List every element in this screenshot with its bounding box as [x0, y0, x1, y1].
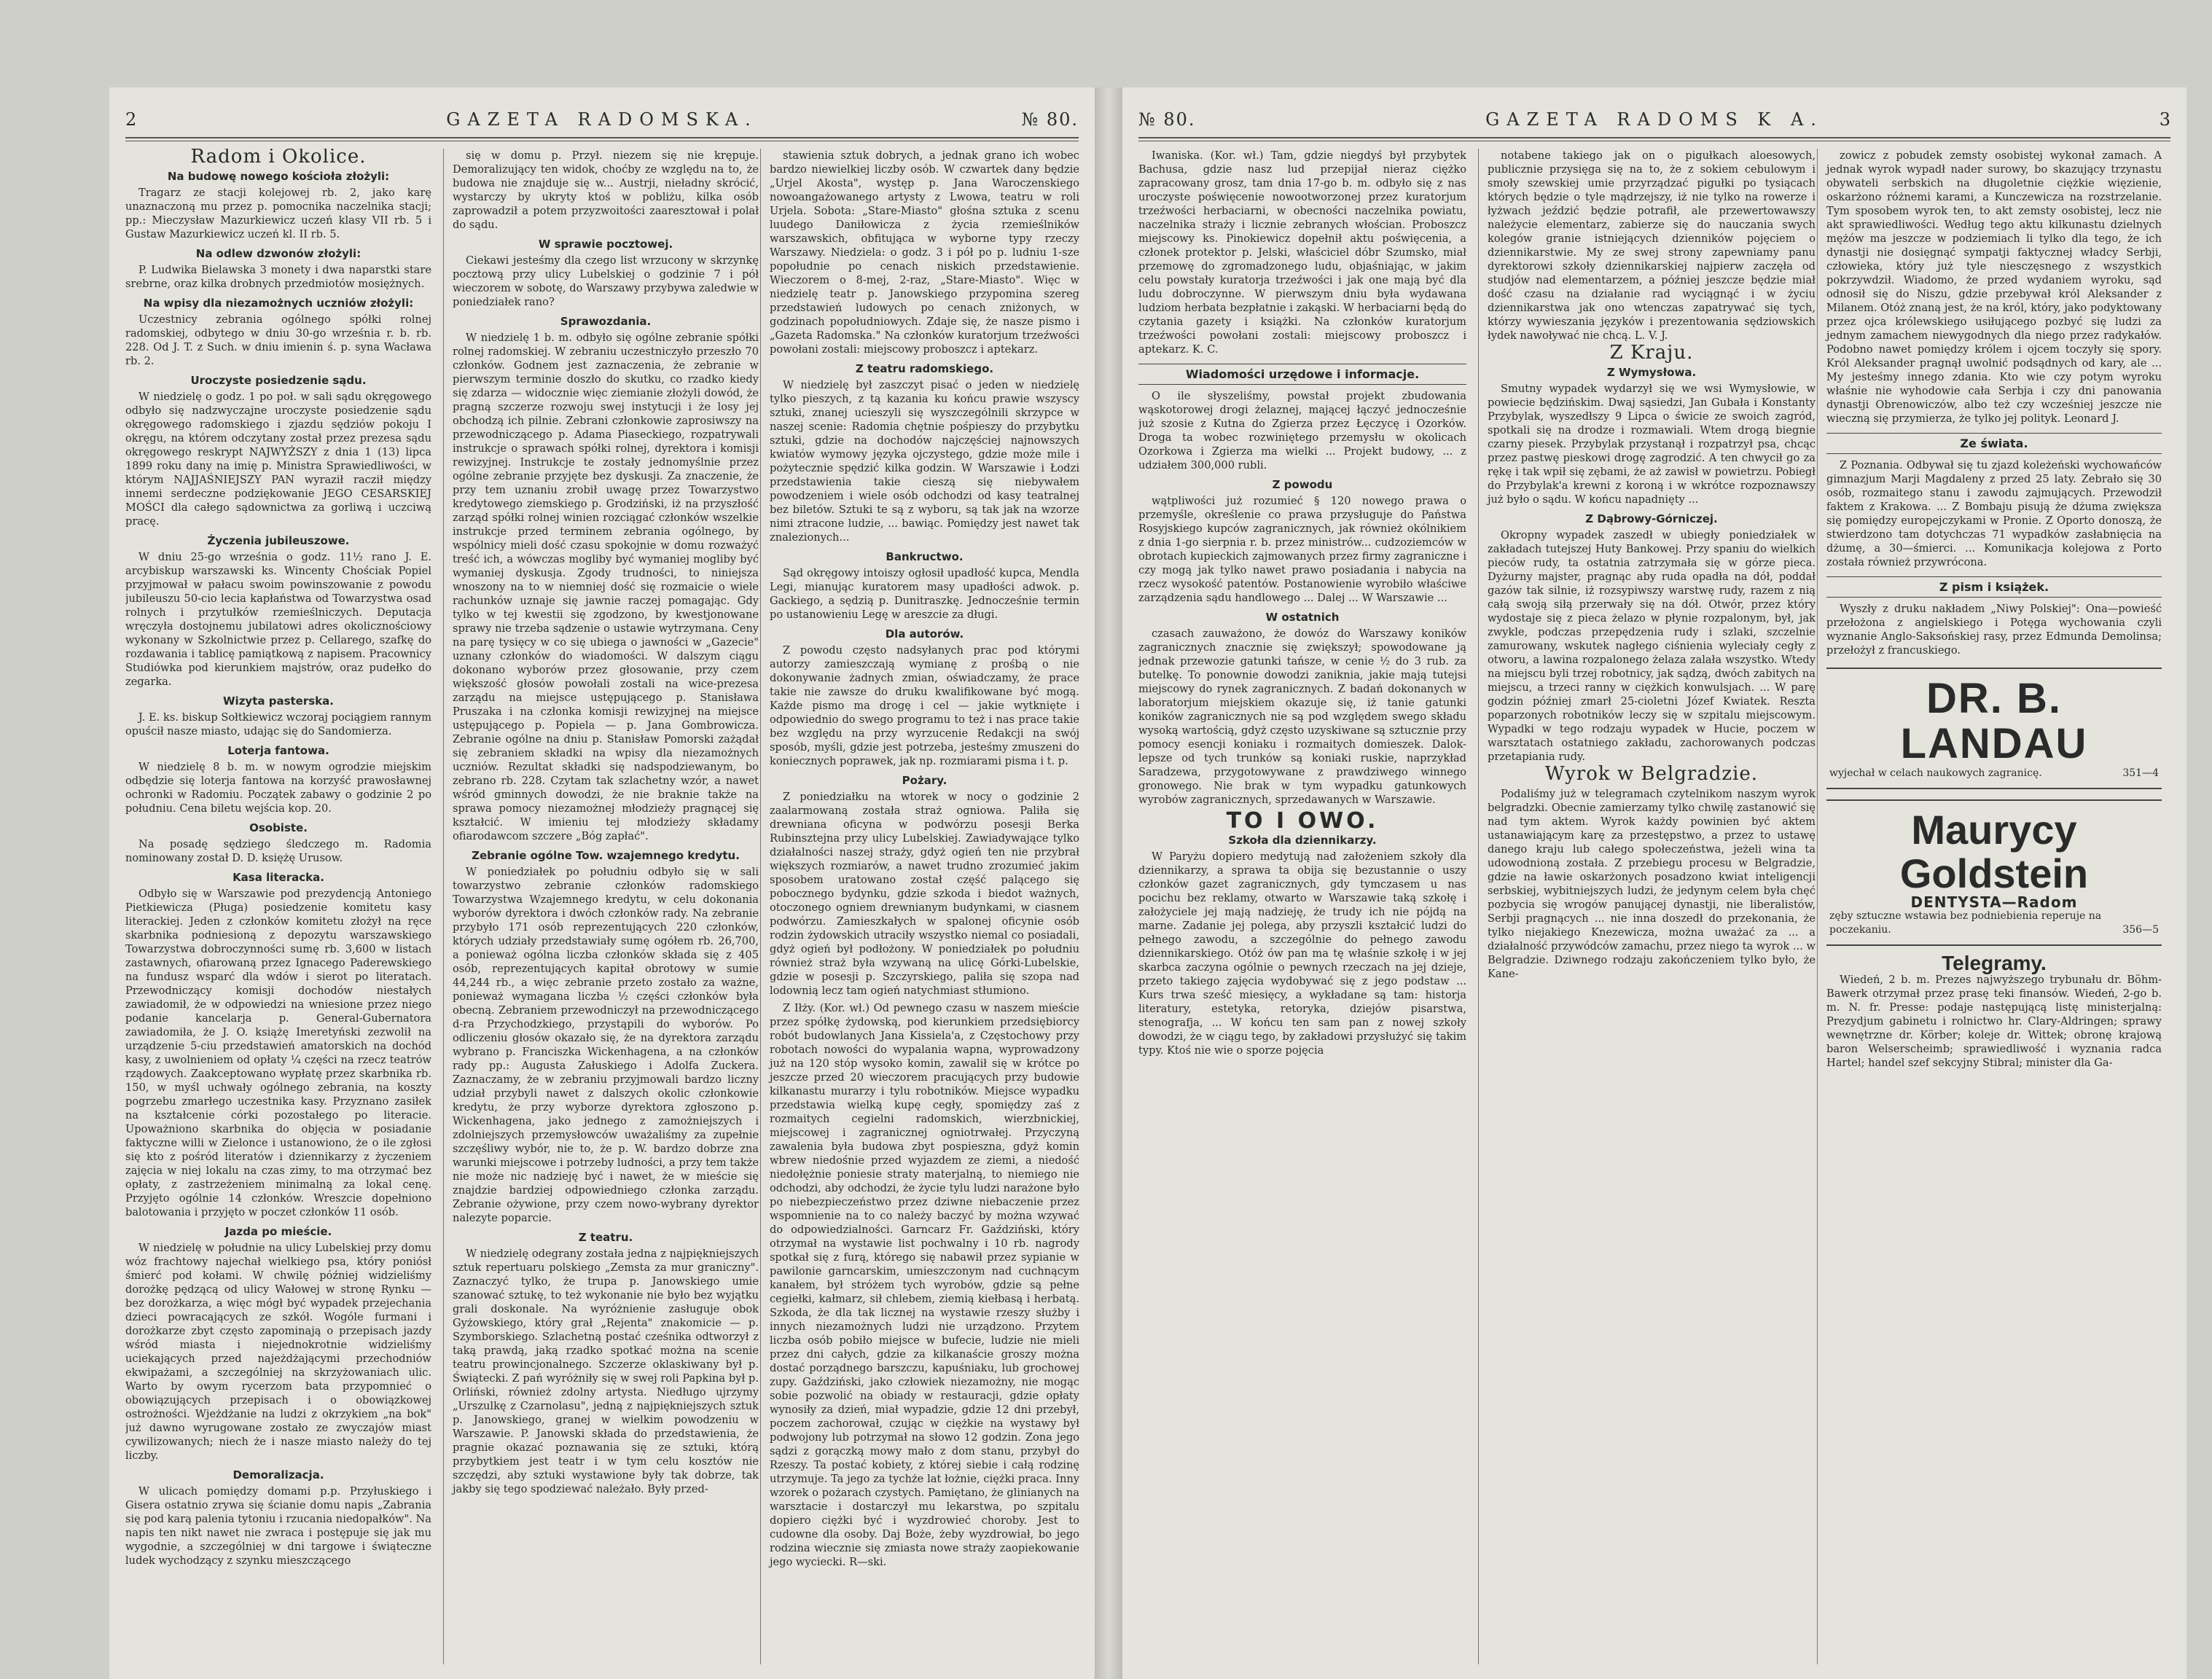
- article-paragraph: Iwaniska. (Kor. wł.) Tam, gdzie niegdyś był przybytek Bachusa, gdzie nasz lud przepijał nieraz ciężko zapracowany grosz, tam dnia 17-go b. m. odbyło się z nas uroczyste poświęcenie nowootworzonej przez kuratorjum trzeźwości herbaciarni, w obecności naczelnika powiatu, naczelnika straży i licznie zebranych włościan. Proboszcz miejscowy ks. Pinokiewicz dopełnił aktu poświęcenia, a członek protektor p. Jelski, właściciel dóbr Szumsko, miał przemowę do zgromadzonego ludu, objaśniając, w jakim celu powstały kuratorja trzeźwości i jak one mają być dla ludu dobroczynne. W pierwszym dniu była wydawana ludziom herbata bezpłatnie i zakąski. W herbaciarni będą do czytania gazety i książki. Na członków kuratorjum trzeźwości powołani zostali: miejscowy proboszcz i aptekarz. K. C.: [1138, 149, 1466, 356]
- article-paragraph: Odbyło się w Warszawie pod prezydencją Antoniego Pietkiewicza (Pługa) posiedzenie komitetu kasy literackiej. Jeden z członków komitetu złożył na ręce skarbnika podniesioną z depozytu warszawskiego Towarzystwa dobroczynności sumę rb. 3,600 w listach zastawnych, ofiarowaną przez Ignacego Paderewskiego na fundusz wsparć dla wdów i sierot po literatach. Przewodniczący komisji dochodów niestałych zawiadomił, że w odpowiedzi na wniesione przez niego podanie kancelarja p. General-Gubernatora zawiadomiła, że J. O. książę Imeretyński zezwolił na urządzenie 5-ciu przedstawień amatorskich na dochód kasy, z uwolnieniem od opłaty ¼ części na rzecz teatrów rządowych. Zaakceptowano wypłatę przez skarbnika rb. 150, w myśl uchwały ogólnego zebrania, na koszty pogrzebu zmarłego uczestnika kasy. Przyznano zasiłek na kształcenie córki pozostałego po literacie. Upoważniono skarbnika do objęcia w posiadanie faktyczne willi w Zielonce i ustanowiono, że o ile zgłosi się kto z pośród literatów i dziennikarzy z życzeniem zajęcia w niej lokalu na czas zimy, to ma otrzymać bez opłaty, z zastrzeżeniem minimalną za lokal cenę. Przyjęto ogólnie 14 członków. Wreszcie dopełniono balotowania i przyjęto w poczet członków 11 osób.: [125, 888, 431, 1218]
- article-heading: Wyrok w Belgradzie.: [1544, 763, 1759, 785]
- article-paragraph: się w domu p. Przył. niezem się nie krępuje. Demoralizujący ten widok, choćby ze względu na to, że budowa nie znajduje się w... Austrji, nieładny skrócić, wystarczy by ukryty ktoś w pobliżu, kilka osób zaprowadził a potem przyzwoitości zaaresztował i polał do sądu.: [453, 149, 759, 231]
- newspaper-title: GAZETA RADOMS K A.: [1485, 109, 1824, 130]
- article-heading: TO I OWO.: [1226, 808, 1379, 834]
- article-heading: Zebranie ogólne Tow. wzajemnego kredytu.: [472, 849, 740, 862]
- article-heading: Z teatru.: [578, 1231, 633, 1244]
- article-heading: Uroczyste posiedzenie sądu.: [190, 374, 367, 387]
- article-paragraph: W dniu 25-go września o godz. 11½ rano J. E. arcybiskup warszawski ks. Wincenty Chościak Popiel przyjmował w pałacu swoim powinszowanie z powodu jubileuszu 50-cio lecia kapłaństwa od Towarzystwa osad rolnych i przytułków rzemieślniczych. Deputacja wręczyła dostojnemu jubilatowi adres okolicznościowy wykonany w Szkolnictwie przez p. Cellarego, szafkę do rozdawania i tablicę pamiątkową z napisem. Pracownicy Studiówka pod kierunkiem majstrów, oraz pudełko do zegarka.: [125, 551, 431, 688]
- newspaper-title: GAZETA RADOMSKA.: [446, 109, 758, 130]
- issue-number: № 80.: [1138, 109, 1196, 130]
- article-heading: Na budowę nowego kościoła złożyli:: [167, 170, 390, 183]
- ad-line: zęby sztuczne wstawia bez podniebienia reperuje na poczekaniu.: [1829, 910, 2102, 936]
- article-heading: Z pism i książek.: [1826, 576, 2162, 598]
- ad-number: 351—4: [2122, 767, 2159, 779]
- article-paragraph: Sąd okręgowy intoiszy ogłosił upadłość kupca, Mendla Legi, mianując kuratorem masy upadłości adwok. p. Gackiego, a sędzią p. Dunitraszkę. Jednocześnie termin po ustanowieniu Legę w areszcie za długi.: [770, 567, 1079, 621]
- article-heading: Z teatru radomskiego.: [855, 362, 994, 375]
- telegrams-heading: Telegramy.: [1942, 952, 2047, 974]
- article-list: [1826, 149, 2162, 657]
- article-paragraph: W niedzielę o godz. 1 po poł. w sali sądu okręgowego odbyło się nadzwyczajne uroczyste posiedzenie sądu okręgowego radomskiego i zjazdu sędziów pokoju I okręgu, na którem odczytany został przez prezesa sądu okręgowego reskrypt NAJWYŻSZY z dnia 1 (13) lipca 1899 roku dany na imię p. Ministra Sprawiedliwości, w którym NAJJAŚNIEJSZY PAN wyraził racził między innemi serdeczne podziękowanie JEGO CESARSKIEJ MOŚCI dla całego sądownictwa za gorliwą i uczciwą pracę.: [125, 391, 431, 528]
- masthead-left: [125, 109, 1079, 136]
- article-paragraph: Z Iłży. (Kor. wł.) Od pewnego czasu w naszem mieście przez spółkę żydowską, pod kierunkiem przedsiębiorcy robót budowlanych Jana Kissiela'a, z Częstochowy przy robotach nowości do wypalania wapna, wyprowadzony już na 120 stóp wysoko komin, zawalił się w krótce po jeszcze przed 20 wieczorem pracujących przy budowie kilkanastu murarzy i tylu robotników. Miejsce wypadku przedstawia wielką kupę cegły, spomiędzy zaś z rozmaitych cegielni radomskich, wierzbnickiej, miejscowej i zagranicznej ogniotrwałej. Przyczyną zawalenia była budowa zbyt pospieszna, gdyż komin wbrew niedośnie przed wyjazdem ze ziemi, a niedość niedołężnie poniesie straty materjalną, to niemiego nie odchodzi, aby odchodzi, że życie tylu ludzi narażone było po niebezpieczeństwo przez dziwne niebaczenie przez wspomnienie na to co należy baczyć by można wzywać do odpowiedzialności. Garncarz Fr. Gaździński, który otrzymał na wystawie list pochwalny i 10 rb. nagrody spotkał się z furą, którego się nabawił przez sypianie w pawilonie garncarskim, umieszczonym nad cuchnącym kanałem, był stróżem tych wyrobów, gdzie są pełne cegiełki, kałmarz, sił chlebem, ziemią kiełbasą i herbatą. Szkoda, że dla tak licznej na wystawie rzeszy służby i innych niezamożnych ludzi nie urządzono. Przytem liczba osób pobiło miejsce w bufecie, ludzie nie mieli przez dni całych, gdzie za kilkanaście groszy można dostać porządnego barszczu, kapuśniaku, lub grochowej zupy. Gaździński, jako człowiek niezamożny, nie mogąc sobie pozwolić na obiady w restauracji, gdzie opłaty wynosiły za dzień, miał wypadzie, gdzie 12 dni przebył, poczem zachorował, czując w ciężkie na wystawy był podwojony lub potrzymał na słowo 12 godzin. Zona jego sądzi z gorączką mowy mało z dom stanu, przybył do Rzeszy. Ta postać kobiety, z której siebie i całą rodzinę utrzymuje. Ta jego za tychże lat łożnie, ciężki praca. Inny wzorek o pożarach czystych. Pamiętano, że glinianych na warsztacie i dostarczył mu lekarstwa, po szpitalu dopiero ciężki być i wyzdrowieć choroby. Jest to cudowne dla osoby. Daj Boże, żeby wyzdrowiał, bo jego rodzina wiecznie się zmiasta nowe straży zaopiekowanie jego wyciecki. R—ski.: [770, 1002, 1079, 1568]
- article-heading: Dla autorów.: [885, 627, 964, 641]
- article-heading: Życzenia jubileuszowe.: [207, 534, 350, 547]
- article-list: [453, 149, 759, 1496]
- article-heading: Osobiste.: [249, 821, 308, 834]
- ad-goldstein: [1826, 799, 2162, 946]
- article-paragraph: Smutny wypadek wydarzył się we wsi Wymysłowie, w powiecie będzińskim. Dwaj sąsiedzi, Jan Gubała i Konstanty Przybylak, wyszedłszy 9 Lipca o świcie ze swoich zagród, spotkali się na drodze i rozmawiali. Wtem drogą biegnie czarny piesek. Przybylak przystanął i rozpatrzył psa, chcąc przez pastwę pieskowi drogę zagrodzić. A ten chwycił go za rękę i tak wpił się zębami, że aż zawisł w powietrzu. Pobiegł do Przybylak'a krewni z koroną i w wkrótce rozpoznawszy już było o sądu. W końcu napadnięty ...: [1488, 383, 1816, 506]
- article-heading: Z Wymysłowa.: [1606, 366, 1697, 379]
- article-paragraph: zowicz z pobudek zemsty osobistej wykonał zamach. A jednak wyrok wypadł nader surowy, bo skazujący trzynastu obywateli serbskich na długoletnie ciężkie więzienie, oskarżono różnemi karami, a Kunczewicza na rozstrzelanie. Tym sposobem wyrok ten, to akt zemsty osobistej, lecz nie akt sprawiedliwości. Według tego aktu kilkunastu dzielnych mężów ma jeszcze w podziemiach li tylko dla tego, że ich dynastji nie dosięgnąć sympatji faktycznej władcy Serbji, człowieka, który już tyle niesczęsnego z wszystkich pokrzywdził. Wiadomo, że przed wydaniem wyroku, sąd odnosił się do Niszu, gdzie przebywał król Aleksander z Milanem. Otóż znaną jest, że na król, który, jako podyktowany przez ojca królewskiego usiłującego pozbyć się ludzi za jednym zamachem niewygodnych dla niego przez radykałów. Podobno nawet pomiędzy królem i ojcem toczyły się spory. Król Aleksander pragnął uwolnić podsądnych od kary, ale ... My jesteśmy innego zdania. Kto wie czy potym wyroku właśnie nie wyhodowie cała Serbja i czy dni panowania dynastji Obrenowiczów, albo też czy wcześniej jeszcze nie wieczną się przymierza, że tylko jej polityk. Leonard J.: [1826, 149, 2162, 425]
- article-list: [125, 170, 431, 1568]
- ad-landau: [1826, 668, 2162, 789]
- article-paragraph: W niedzielę odegrany została jedna z najpiękniejszych sztuk repertuaru polskiego „Zemsta za mur graniczny". Zaznaczyć tylko, że trupa p. Janowskiego umie szanować sztukę, to też wykonanie nie było bez wyjątku grali doskonale. Na wyróżnienie zasługuje obok Gyżowskiego, który grał „Rejenta" znakomicie — p. Szymborskiego. Szlachetną postać cześnika odtworzył z taką prawdą, jaką rzadko spotkać można na scenie teatru prowincjonalnego. Szczerze oklaskiwany był p. Świątecki. Z pań wyróżniły się w swej roli Papkina był p. Orliński, również zdolny artysta. Niedługo ujrzymy „Urszulkę z Czarnolasu", jedną z najpiękniejszych sztuk p. Janowskiego, granej w wielkim powodzeniu w Warszawie. P. Janowski składa do przedstawienia, że pragnie okazać poznawania się ze sztuki, którą przybytkiem jest teatr i w tym celu kosztów nie szczędzi, aby sztuki wystawione były tak dobrze, tak jakby się tego spodziewać należało. Były przed-: [453, 1248, 759, 1495]
- article-heading: Na wpisy dla niezamożnych uczniów złożyli:: [143, 297, 414, 310]
- article-list: [1488, 149, 1816, 981]
- telegrams-text: Wiedeń, 2 b. m. Prezes najwyższego trybunału dr. Böhm-Bawerk otrzymał przez prasę teki finansów. Wiedeń, 2-go b. m. N. fr. Presse: podaje następującą listę ministerjalną: Prezydjum gabinetu i rolnictwo hr. Clary-Aldringen; sprawy wewnętrzne dr. Körber; koleje dr. Wittek; obronę krajową baron Welserscheimb; sprawiedliwość i wyznania radca Hartel; handel szef sekcyjny Stibral; minister dla Ga-: [1826, 974, 2162, 1069]
- article-heading: Wiadomości urzędowe i informacje.: [1138, 364, 1466, 385]
- article-heading: Wizyta pasterska.: [223, 694, 334, 708]
- article-heading: Z powodu: [1272, 478, 1333, 491]
- column-1: [125, 149, 431, 1664]
- article-heading: Pożary.: [902, 774, 947, 787]
- article-heading: Ze świata.: [1826, 433, 2162, 454]
- article-paragraph: Wyszły z druku nakładem „Niwy Polskiej": Ona—powieść przełożona z angielskiego i Potęga wychowania czyli wyznanie Anglo-Saksońskiej rasy, przez Edmunda Demolinsa; przełożył z francuskiego.: [1826, 603, 2162, 657]
- article-paragraph: J. E. ks. biskup Sołtkiewicz wczoraj pociągiem rannym opuścił nasze miasto, udając się do Sandomierza.: [125, 711, 431, 737]
- article-paragraph: stawienia sztuk dobrych, a jednak grano ich wobec bardzo niewielkiej liczby osób. W czwartek dany będzie „Urjel Akosta", występ p. Jana Waroczenskiego nowoangażowanego artysty z Lwowa, teatru w roli Urjela. Sobota: „Stare-Miasto" głośna sztuka z scenu luudego Daniłowicza z życia rzemieślników warszawskich, obfitująca w wyborne typy rzeczy Warszawy. Niedziela: o godz. 3 i pół po p. ludniu 1-sze popołudnie po cenach niskich przedstawienie. Wieczorem o 8-mej, 2-raz, „Stare-Miasto". Więc w niedzielę teatr p. Janowskiego przypomina szereg przedstawień ludowych po cenach zniżonych, w godzinach popołudniowych. Zdaje się, że nasze pismo i „Gazeta Radomska." Na członków kuratorjum trzeźwości powołani zostali: miejscowy proboszcz i aptekarz.: [770, 149, 1079, 356]
- issue-number: № 80.: [1021, 109, 1079, 130]
- ad-name: Maurycy Goldstein: [1899, 807, 2089, 896]
- article-paragraph: czasach zauważono, że dowóz do Warszawy koników zagranicznych znacznie się zwiększył; spowodowane ją jednak przewozie gatunki tańsze, w cenie ½ do 3 rub. za butelkę. To ponownie dowodzi zaniknia, jakie mają tutejsi miejscowy do rynek zagranicznych. Z badań dokonanych w laboratorjum miejskiem okazuje się, iż tanie gatunki koników zagranicznych nie są pod względem swego składu wysoką wartością, gdyż często uzyskiwane są sztucznie przy pomocy esencji koniaku i rozmaitych domieszek. Dalok-lepsze od tych trunków są koniaki ruskie, naprzykład Saradzewa, przygotowywane z prawdziwego winnego gronowego. Nie brak w tym wypadku gatunkowych wyrobów zagranicznych, sprzedawanych w Warszawie.: [1138, 627, 1466, 806]
- column-2: [443, 149, 759, 1664]
- column-2: [1478, 149, 1816, 1664]
- column-3: [1817, 149, 2162, 1664]
- article-paragraph: Na posadę sędziego śledczego m. Radomia nominowany został D. D. księżę Urusow.: [125, 838, 431, 864]
- article-list: [1138, 149, 1466, 1057]
- page-right: [1122, 87, 2186, 1679]
- article-list: [770, 149, 1079, 1569]
- ad-name: DR. B. LANDAU: [1900, 675, 2088, 767]
- page-gutter: [1095, 87, 1122, 1679]
- article-paragraph: Okropny wypadek zaszedł w ubiegły poniedziałek w zakładach tutejszej Huty Bankowej. Przy spaniu do wielkich pieców rudy, ta ostatnia zatrzymała się w górze pieca. Dyżurny majster, pragnąc aby ruda opadła na dół, poddał gazów tak silnie, iż rozsypiwszy warstwę rudy, razem z nią całą swoją siłą przerwały się na dół. Otwór, przez który wydostaje się z pieca żelazo w płynie rozpalonym, był, jak zwykle, podczas przepędzenia rudy i szlaki, szczelnie zamurowany, wskutek nagłego ciśnienia wyleciały cegły z otworu, a lawina rozpalonego żelaza zalała wszystko. Wtedy na miejscu byli trzej robotnicy, jak sądzą, dwóch zabitych na miejscu, a trzeci ranny w ciężkich konwulsjach. ... W parę godzin później zmarł 25-cioletni Józef Kwiatek. Reszta poparzonych robotników leczy się w szpitalu miejscowym. Wypadki w tego rodzaju wypadek w Hucie, poczem w warsztatach ostatniego zakładu, zachorowanych podczas przetapiania rudy.: [1488, 529, 1816, 763]
- article-paragraph: Z poniedziałku na wtorek w nocy o godzinie 2 zaalarmowaną została straż ogniowa. Paliła się drewniana oficyna w podwórzu posesji Berka Rubinsztejna przy ulicy Lubelskiej. Zawiadywające tylko działalności naszej straży, gdyż ogień ten nie przybrał większych rozmiarów, a nawet trudno zrozumieć jakim sposobem uratowano został część palącego się pobocznego bydynku, gdzie szkoda i biedot ważnych, otoczonego ogniem drewnianym budynkami, w ciasnem podwórzu. Zamieszkałych w spalonej oficynie osób rodzin żydowskich utraciły wszystko niemal co posiadali, gdyż ogień był podłożony. W poniedziałek po południu również straż była wzywaną na ulicę Górki-Lubelskie, gdzie w posesji p. Szczyrskiego, paliła się szopa nad lodownią lecz tam ogień natychmiast stłumiono.: [770, 791, 1079, 997]
- article-paragraph: W niedzielę w południe na ulicy Lubelskiej przy domu wóz frachtowy najechał wielkiego psa, który poniósł śmierć pod kołami. W chwilę później widzieliśmy dorożkę pędzącą od ulicy Wałowej w stronę Rynku — bez dorożkarza, a więc mógł być wypadek przejechania dzieci powracających ze szkół. Wogóle furmani i dorożkarze zbyt często zapominają o przepisach jazdy wśród miasta i niejednokrotnie widzieliśmy uciekających przed najeżdżającymi przechodniów ekwipażami, a szczególniej na skrzyżowaniach ulic. Warto by owym rycerzom bata przypomnieć o obowiązujących przepisach i o obowiązkowej ostrożności. Wjeżdżanie na ludzi z okrzykiem „na bok" już dawno wyrugowane zostało ze zwyczajów miast cywilizowanych; niech że i nasze miasto należy do tej liczby.: [125, 1242, 431, 1462]
- section-heading: Radom i Okolice.: [190, 149, 367, 168]
- header-rule: [125, 137, 1079, 138]
- article-paragraph: Uczestnicy zebrania ogólnego spółki rolnej radomskiej, odbytego w dniu 30-go września r. b. rb. 228. Od J. T. z Such. w dniu imienin ś. p. syna Wacława rb. 2.: [125, 313, 431, 367]
- article-paragraph: W niedzielę 8 b. m. w nowym ogrodzie miejskim odbędzie się loterja fantowa na korzyść prawosławnej ochronki w Radomiu. Początek zabawy o godzinie 2 po południu. Cena biletu wejścia kop. 20.: [125, 761, 431, 815]
- article-paragraph: W Paryżu dopiero medytują nad założeniem szkoły dla dziennikarzy, a sprawa ta obija się bezustannie o uszy członków gazet zagranicznych, gdy tymczasem u nas pocichu bez reklamy, otwarto w Warszawie taką szkołę i założyciele jej mają nadzieję, że trudy ich nie pójdą na marne. Zadanie jej polega, aby przyszli kształcić ludzi do pełnego zawodu, a szczególnie do pełnego zawodu dziennikarskiego. Otóż ów pan ma tę właśnie szkołę i w jej skarbca zaczyna ogólnie o pewnych rzeczach na jej dzieje, przeto takiego zajęcia wydobywać się z jego podstaw ... Kurs trwa sześć miesięcy, a wykładane są tam: historja literatury, estetyka, retoryka, dziejów pisarstwa, stenografja, ... W końcu ten sam pan z nowej szkoły dowodzi, że w ciągu tego, by zakładowi przysłużyć się takim typy. Ktoś nie wie o sporze pojęcia: [1138, 850, 1466, 1057]
- article-paragraph: Podaliśmy już w telegramach czytelnikom naszym wyrok belgradzki. Obecnie zamierzamy tylko chwilę zastanowić się nad tym aktem. Wyrok każdy powinien być aktem ustanawiającym karę za przestępstwo, a przez to ustawę danego kraju lub całego społeczeństwa, jeżeli wina ta udowodnioną została. Z przebiegu procesu w Belgradzie, gdzie na ławie oskarżonych posadzono kwiat inteligencji serbskiej, wybitniejszych ludzi, że jedynym celem była chęć pozbycia się wrogów panującej dynastji, nie liberalistów, Serbji pragnących ... nie inna doszedł do przekonania, że tylko niejakiego Knezewicza, można uważać za ... a działalność przywódców zamachu, przez niego ta wyrok ... w Belgradzie. Dziwnego rodzaju zakończeniem tylko było, że Kane-: [1488, 788, 1816, 980]
- article-paragraph: Z Poznania. Odbywał się tu zjazd koleżeński wychowańców gimnazjum Marji Magdaleny z przed 25 laty. Zebrało się 30 osób, rozmaitego stanu i zawodu zajmujących. Przewodził faktem z Krakowa. ... Z Bombaju pisują że dżuma zwiększa się pomiędzy europejczykami w Pronie. Z Oporto donoszą, że stwierdzono tam dotychczas 71 wypadków zasłabnięcia na dżumę, a 30—śmierci. ... Komunikacja kolejowa z Porto została również przywrócona.: [1826, 459, 2162, 568]
- masthead-right: [1138, 109, 2170, 136]
- article-heading: Jazda po mieście.: [224, 1225, 332, 1238]
- article-paragraph: W niedzielę 1 b. m. odbyło się ogólne zebranie spółki rolnej radomskiej. W zebraniu uczestniczyło przeszło 70 członków. Godnem jest zaznaczenia, że zebranie w pierwszym terminie doszło do skutku, co rzadko kiedy się zdarza — widocznie więc ziemianie złożyli dowód, że pragną szczerze rozwoju swej instytucji i że losy jej obchodzą ich pilnie. Zebrani członkowie zaprosiwszy na przewodniczącego p. Adama Piaseckiego, rozpatrywali instrukcje o sprawach spółki rolnej, dyrektora i komisji rewizyjnej. Instrukcje te zostały jednomyślnie przez ogólne zebranie przyjęte bez dyskusji. Za znaczenie, że przy tem uznaniu zrobił uwagę przez Towarzystwo kredytowego ziemskiego p. Grodziński, iż na przyszłość zarząd spółki rolnej winien rozciągać członków wszelkie instrukcje przed terminem zebrania ogólnego, by wspólnicy mieli dość czasu spokojnie w domu rozważyć treść ich, a wówczas mogliby być wymaniej mogliby być wymaniej dyskusja. Zgody trudności, to niniejsza wnoszony na to w niemniej dość się rozmaicie o wiele rachunków uznaje się jawnie raczej pomagając. Gdy tylko w tej kwestii się zgodzono, by kwestjonowane sprawy nie trzeba sądzenie o ustawie wytrzymana. Ceny na parę tysięcy w co się ubiega o jawności w „Gazecie" uznany członków do wiadomości. W dalszym ciągu dokonano wyborów przez głosowanie, przy czem większość głosów powołali zostali na wice-prezesa zarządu na miejsce ustępującego p. Stanisława Pruszaka i na członka komisji rewizyjnej na miejsce ustępującego p. Popiela — p. Jana Gombrowicza. Zebranie ogólne na dniu p. Stanisław Pomorski zażądał się zebraniem składki na wpisy dla niezamożnych uczniów. Rezultat składki się nadspodziewanym, bo zebrano rb. 228. Czytam tak szlachetny wzór, a nawet wśród gminnych dowodzi, że nie braknie także na sprawa pomocy niezamożnej młodzieży pragnącej się kształcić. W imieniu tej młodzieży składamy ofiarodawcom szczere „Bóg zapłać".: [453, 332, 759, 842]
- page-number: 3: [2159, 109, 2170, 130]
- article-paragraph: W poniedziałek po południu odbyło się w sali towarzystwo zebranie członków radomskiego Towarzystwa Wzajemnego kredytu, w celu dokonania wyborów dyrektora i dwóch członków rady. Na zebranie przybyło 171 osób reprezentujących 220 członków, których udziały przedstawiały sumę ogółem rb. 26,700, a ponieważ ogólna liczba członków składa się z 405 osób, reprezentujących kapitał obrotowy w sumie 44,244 rb., a więc zebranie przeto zostało za ważne, ponieważ wymagana liczba ½ części członków była obecną. Zebraniem przewodniczył na przewodniczącego d-ra Przychodzkiego, przystąpili do wyborów. Po odliczeniu głosów okazało się, że na dyrektora zarządu wybrano p. Franciszka Wickenhagena, a na członków rady pp.: Augusta Załuskiego i Adolfa Zuckera. Zaznaczamy, że w zebraniu przyjmowali bardzo liczny udział przybyli nawet z dalszych okolic członkowie kredytu, że przy wyborze dyrektora zgłoszono p. Wickenhagena, jako jednego z zamożniejszych i zdolniejszych przemysłowców uważaliśmy za zupełnie szczęśliwy wybór, nie to, że p. W. bardzo dobrze zna warunki miejscowe i potrzeby ludności, a przy tem także nie może nic nadzieję być i nawet, że w mieście się znajdzie bardziej odpowiedniego członka zarządu. Zebranie ożywione, przy czem nowo-wybrany dyrektor nalezyte poparcie.: [453, 866, 759, 1224]
- page-number: 2: [125, 109, 137, 130]
- article-heading: Bankructwo.: [886, 550, 964, 563]
- ad-number: 356—5: [2122, 924, 2159, 936]
- ad-text: [1829, 909, 2159, 937]
- ad-text: [1829, 767, 2159, 780]
- article-paragraph: wątpliwości już rozumieć § 120 nowego prawa o przemyśle, określenie co prawa przysługuje do Państwa Rosyjskiego kupców zagranicznych, jak również okólnikiem z dnia 1-go sierpnia r. b. przez ministrów... cudzoziemców w obrotach kupieckich zajmowanych przez firmy zagraniczne i czy mogą jak tylko nawet prawo posiadania i nabycia na rzecz wysokość patentów. Postanowienie wyrobiło właściwe zarządzenia sądu handlowego ... Dalej ... W Warszawie ...: [1138, 495, 1466, 604]
- article-heading: Na odlew dzwonów złożyli:: [195, 247, 361, 260]
- article-paragraph: Ciekawi jesteśmy dla czego list wrzucony w skrzynkę pocztową przy ulicy Lubelskiej o godzinie 7 i pół wieczorem w sobotę, do Warszawy przybywa zaledwie w poniedziałek rano?: [453, 254, 759, 308]
- article-paragraph: P. Ludwika Bielawska 3 monety i dwa naparstki stare srebrne, oraz kilka drobnych przedmiotów mosiężnych.: [125, 264, 431, 290]
- page-left: [109, 87, 1095, 1679]
- article-heading: Demoralizacja.: [232, 1468, 324, 1482]
- article-paragraph: Z powodu często nadsyłanych prac pod którymi autorzy zamieszczają wymianę z prośbą o nie dokonywanie żadnych zmian, oświadczamy, że prace takie nie zawsze do druku kwalifikowane być mogą. Każde pismo ma drogę i cel — jakie wytknięte i odpowiednio do swego programu to też i nas prace takie bez względu na przy wyrzucenie Redakcji na swój sposób, myśli, gdzie jest potrzeba, jesteśmy zmuszeni do koniecznych poprawek, jak np. rozmiarami pisma i t. p.: [770, 644, 1079, 767]
- column-3: [760, 149, 1079, 1664]
- article-heading: Szkoła dla dziennikarzy.: [1228, 834, 1377, 847]
- article-paragraph: notabene takiego jak on o pigułkach aloesowych, publicznie przysięga się na to, że z sokiem cebulowym i smoły szewskiej umie przyrządzać pigułki po tysiącach których będzie o tyle mądrzejszy, iż nie tylko na rowerze i łyżwach jeździć będzie potrafił, ale przewertowawszy należycie elementarz, zabierze się do nauczania swych kolegów granie istniejących dzienników pojęciem o dziennikarstwie. My ze swej strony zapewniamy panu dyrektorowi szkoły dziennikarskiej najpierw zaczęła od studjów nad elementarzem, a później jeszcze będzie miał dość czasu na działanie rad wyciągnąć i w życiu dziennikarstwa jak ono wtenczas zapatrywać się tych, którzy wywieszania języków i prezentowania sędziowskich łydek nawoływać nie chcą. L. V. J.: [1488, 149, 1816, 342]
- article-heading: Z Dąbrowy-Górniczej.: [1585, 512, 1718, 525]
- article-heading: Loterja fantowa.: [227, 744, 329, 757]
- header-rule: [1138, 137, 2170, 138]
- article-heading: Sprawozdania.: [560, 315, 652, 328]
- article-heading: Z Kraju.: [1609, 342, 1694, 364]
- column-1: [1138, 149, 1466, 1664]
- ad-subtitle: DENTYSTA—Radom: [1910, 893, 2078, 911]
- article-paragraph: O ile słyszeliśmy, powstał projekt zbudowania wąskotorowej drogi żelaznej, mającej łączyć jednocześnie już szosie z Kutna do Zgierza przez Łęczycę i Ozorków. Droga ta wobec rozwiniętego przemysłu w okolicach Ozorkowa i Zgierza ma wielki ... Projekt budowy, ... z udziałem 300,000 rubli.: [1138, 390, 1466, 471]
- article-heading: W ostatnich: [1265, 611, 1340, 624]
- ad-line: wyjechał w celach naukowych zagranicę.: [1829, 767, 2042, 779]
- article-heading: W sprawie pocztowej.: [538, 238, 673, 251]
- article-paragraph: Tragarz ze stacji kolejowej rb. 2, jako karę unaznaczoną mu przez p. pomocnika naczelnika stacji; pp.: Mieczysław Mazurkiewicz uczeń klasy VII rb. 5 i Gustaw Mazurkiewicz uczeń kl. II rb. 5.: [125, 187, 431, 240]
- article-paragraph: W ulicach pomiędzy domami p.p. Przyłuskiego i Gisera ostatnio zrywa się ścianie domu napis „Zabrania się pod karą palenia tytoniu i rzucania niedopałków". Na napis ten nikt nawet nie zwraca i postępuje się jak mu wygodnie, a szczególniej w dni targowe i świąteczne ludek wychodzący z szynku mieszczącego: [125, 1485, 431, 1567]
- article-paragraph: W niedzielę był zaszczyt pisać o jeden w niedzielę tylko pieszych, z tą kazania ku końcu prawie wszyscy sztuki, znanej ucieszyli się wyszczególnili skrzypce w naszej scenie: Radomia chętnie pośpieszy do przybytku sztuki, gdzie na dochodów najczęściej najnowszych kwiatów wymowy języka ojczystego, gdzie może mile i pożytecznie spędzić kilka godzin. W Warszawie i Łodzi przedstawienia takie cieszą się niebywałem powodzeniem i wiele osób odchodzi od kasy teatralnej bez biletów. Sztuki te są z wyboru, są tak jak na wzorze nimi ztracone ludzie, ... bawiąc. Pomiędzy jest nawet tak znalezionych...: [770, 379, 1079, 544]
- article-heading: Kasa literacka.: [232, 871, 324, 884]
